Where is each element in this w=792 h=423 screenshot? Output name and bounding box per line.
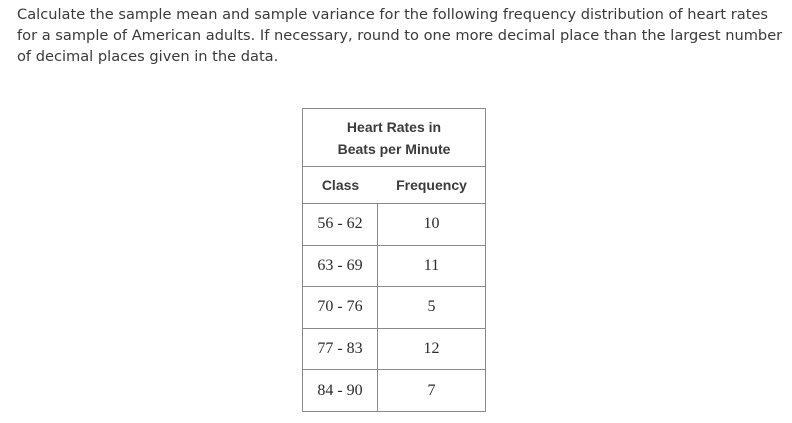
class-cell: 77 - 83 bbox=[303, 329, 378, 370]
frequency-table bbox=[302, 108, 486, 412]
table-row bbox=[303, 204, 485, 246]
class-cell: 63 - 69 bbox=[303, 246, 378, 287]
table-row bbox=[303, 370, 485, 411]
table-row bbox=[303, 329, 485, 371]
table-row bbox=[303, 246, 485, 288]
class-cell: 56 - 62 bbox=[303, 204, 378, 245]
frequency-cell: 5 bbox=[427, 298, 436, 316]
frequency-cell: 11 bbox=[423, 256, 440, 274]
frequency-cell: 7 bbox=[427, 381, 436, 399]
column-header-frequency: Frequency bbox=[396, 177, 467, 193]
table-title bbox=[303, 109, 485, 167]
table-title-line-1: Heart Rates in bbox=[346, 118, 442, 135]
question-text: Calculate the sample mean and sample variance for the following frequency distribution of heart rates for a sample of American adults. If necessary, round to one more decimal place than the largest number of decimal places given in the data. bbox=[17, 6, 783, 65]
column-header-class: Class bbox=[321, 177, 360, 193]
class-cell: 70 - 76 bbox=[303, 287, 378, 328]
table-row bbox=[303, 287, 485, 329]
table-header-row bbox=[303, 167, 485, 204]
frequency-cell: 12 bbox=[423, 340, 440, 358]
table-title-line-2: Beats per Minute bbox=[337, 140, 451, 157]
class-cell: 84 - 90 bbox=[303, 370, 378, 411]
frequency-cell: 10 bbox=[423, 215, 440, 233]
